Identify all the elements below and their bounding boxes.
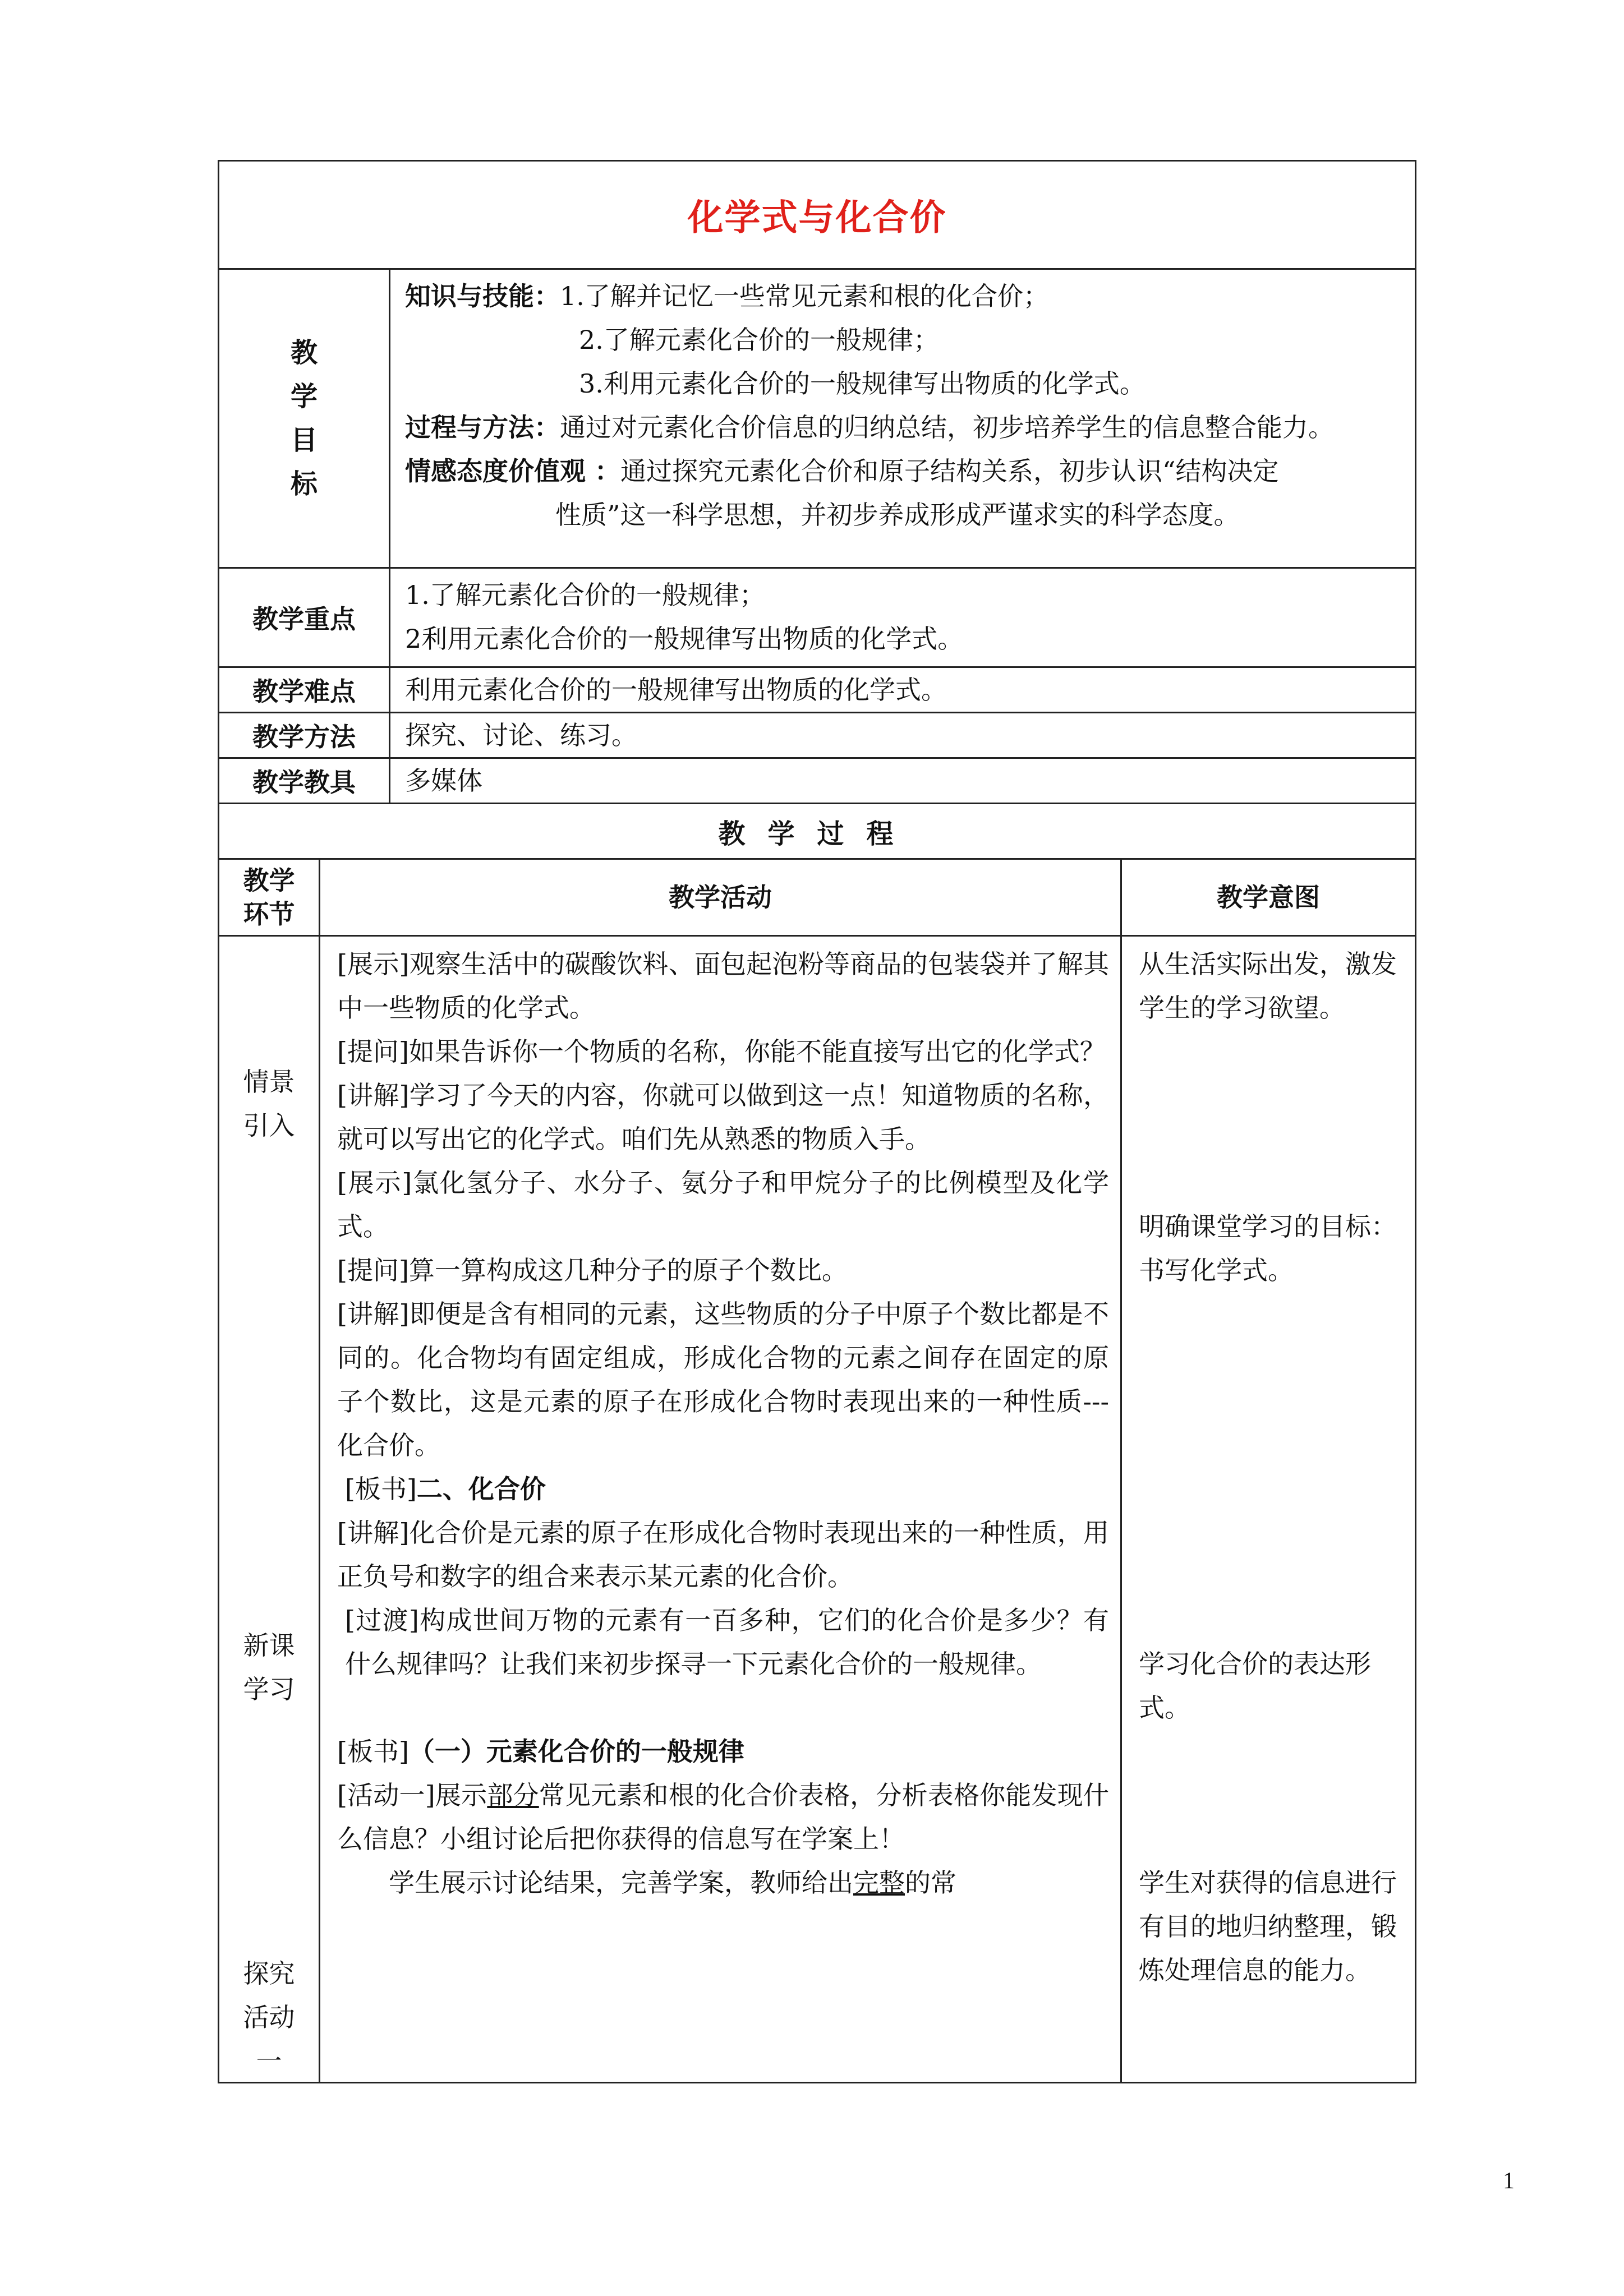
page-number: 1 bbox=[1503, 2168, 1515, 2194]
emotion-text-1: 通过探究元素化合价和原子结构关系，初步认识“结构决定 bbox=[620, 456, 1279, 486]
intent-column bbox=[1121, 936, 1416, 2083]
activity-text: 学生展示讨论结果，完善学案，教师给出 bbox=[389, 1868, 853, 1898]
intent-text: 明确课堂学习的目标：书写化学式。 bbox=[1139, 1211, 1397, 1285]
key-points-content bbox=[390, 568, 1416, 667]
methods-label: 教学方法 bbox=[219, 713, 390, 758]
underlined-text: 完整 bbox=[853, 1868, 905, 1898]
intent-text: 从生活实际出发，激发学生的学习欲望。 bbox=[1139, 949, 1397, 1023]
title-cell bbox=[219, 161, 1416, 269]
activity-text: [提问]算一算构成这几种分子的原子个数比。 bbox=[337, 1255, 848, 1285]
intent-text: 学生对获得的信息进行有目的地归纳整理，锻炼处理信息的能力。 bbox=[1139, 1868, 1397, 1985]
activity-text: [板书] bbox=[337, 1736, 409, 1767]
section-new-lesson: 新课 学习 bbox=[243, 1630, 295, 1704]
emotion-label: 情感态度价值观 ： bbox=[405, 456, 621, 486]
activity-text: [讲解]学习了今天的内容，你就可以做到这一点！知道物质的名称，就可以写出它的化学式。咱们先从熟悉的物质入手。 bbox=[337, 1080, 1109, 1154]
methods-text: 探究、讨论、练习。 bbox=[390, 713, 1416, 758]
section-activity-one: 探究 活动 一 bbox=[243, 1958, 295, 2076]
activity-text: [讲解]化合价是元素的原子在形成化合物时表现出来的一种性质，用正负号和数字的组合来表示某元素的化合价。 bbox=[337, 1518, 1109, 1592]
col-intent-header: 教学意图 bbox=[1121, 859, 1416, 936]
difficulties-text: 利用元素化合价的一般规律写出物质的化学式。 bbox=[390, 667, 1416, 713]
objectives-content bbox=[390, 269, 1416, 568]
activity-text: [活动一]展示 bbox=[337, 1780, 487, 1810]
key-points-label: 教学重点 bbox=[219, 568, 390, 667]
key-point-1: 1.了解元素化合价的一般规律； bbox=[405, 580, 765, 610]
intent-text: 学习化合价的表达形式。 bbox=[1139, 1649, 1371, 1723]
process-text: 通过对元素化合价信息的归纳总结，初步培养学生的信息整合能力。 bbox=[560, 412, 1334, 442]
process-heading: 教学过程 bbox=[219, 804, 1416, 859]
key-point-2: 2利用元素化合价的一般规律写出物质的化学式。 bbox=[405, 624, 964, 654]
activity-column bbox=[320, 936, 1121, 2083]
activity-text: [讲解]即便是含有相同的元素，这些物质的分子中原子个数比都是不同的。化合物均有固定组成，形成化合物的元素之间存在固定的原子个数比，这是元素的原子在形成化合物时表现出来的一种性质---化合价。 bbox=[337, 1299, 1109, 1460]
activity-text: [提问]如果告诉你一个物质的名称，你能不能直接写出它的化学式？ bbox=[337, 1036, 1106, 1067]
difficulties-label: 教学难点 bbox=[219, 667, 390, 713]
section-column bbox=[219, 936, 320, 2083]
activity-text: [展示]氯化氢分子、水分子、氨分子和甲烷分子的比例模型及化学式。 bbox=[337, 1168, 1109, 1242]
activity-text: [过渡]构成世间万物的元素有一百多种，它们的化合价是多少？有什么规律吗？让我们来初步探寻一下元素化合价的一般规律。 bbox=[345, 1605, 1109, 1679]
objectives-label: 教 学 目 标 bbox=[219, 269, 390, 568]
col-section-header: 教学 环节 bbox=[219, 859, 320, 936]
activity-text: 的常 bbox=[905, 1868, 956, 1898]
process-label: 过程与方法： bbox=[405, 412, 560, 442]
section-intro: 情景 引入 bbox=[243, 1067, 295, 1141]
page-title: 化学式与化合价 bbox=[687, 197, 947, 239]
tools-label: 教学教具 bbox=[219, 758, 390, 804]
activity-text: [板书] bbox=[345, 1474, 417, 1504]
emotion-text-2: 性质”这一科学思想，并初步养成形成严谨求实的科学态度。 bbox=[555, 500, 1240, 530]
knowledge-item-3: 3.利用元素化合价的一般规律写出物质的化学式。 bbox=[579, 368, 1145, 399]
knowledge-item-2: 2.了解元素化合价的一般规律； bbox=[579, 325, 939, 355]
board-heading: （一）元素化合价的一般规律 bbox=[408, 1736, 744, 1767]
activity-text: [展示]观察生活中的碳酸饮料、面包起泡粉等商品的包装袋并了解其中一些物质的化学式。 bbox=[337, 949, 1109, 1023]
col-activity-header: 教学活动 bbox=[320, 859, 1121, 936]
knowledge-label: 知识与技能： bbox=[405, 281, 560, 311]
lesson-plan-table bbox=[218, 160, 1416, 2083]
underlined-text: 部分 bbox=[487, 1780, 539, 1810]
board-heading: 二、化合价 bbox=[416, 1474, 546, 1504]
activity-text: 常见元素和根的化合价表格，分析表格你能发现什么信息？小组讨论后把你获得的信息写在学案上！ bbox=[337, 1780, 1109, 1854]
tools-text: 多媒体 bbox=[390, 758, 1416, 804]
knowledge-item-1: 1.了解并记忆一些常见元素和根的化合价； bbox=[560, 281, 1049, 311]
